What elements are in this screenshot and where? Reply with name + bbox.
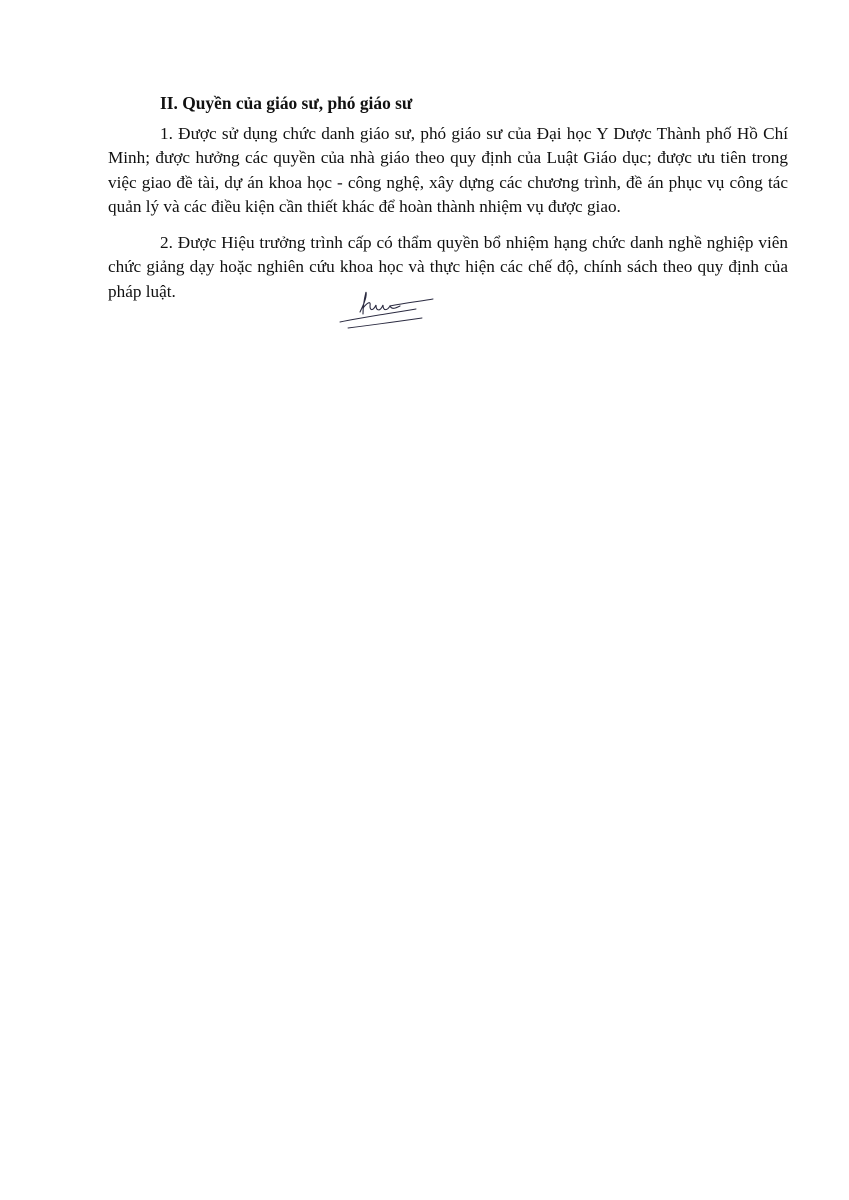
handwritten-initials-icon [330,286,445,332]
paragraph-2: 2. Được Hiệu trưởng trình cấp có thẩm quyền bổ nhiệm hạng chức danh nghề nghiệp viên chức giảng dạy hoặc nghiên cứu khoa học và thực hiện các chế độ, chính sách theo quy định của pháp luật. [108,232,788,301]
section-title: II. Quyền của giáo sư, phó giáo sư [160,93,413,113]
document-body [108,91,788,315]
paragraph-1: 1. Được sử dụng chức danh giáo sư, phó giáo sư của Đại học Y Dược Thành phố Hồ Chí Minh; được hưởng các quyền của nhà giáo theo quy định của Luật Giáo dục; được ưu tiên trong việc giao đề tài, dự án khoa học - công nghệ, xây dựng các chương trình, đề án phục vụ công tác quản lý và các điều kiện cần thiết khác để hoàn thành nhiệm vụ được giao. [108,123,788,216]
